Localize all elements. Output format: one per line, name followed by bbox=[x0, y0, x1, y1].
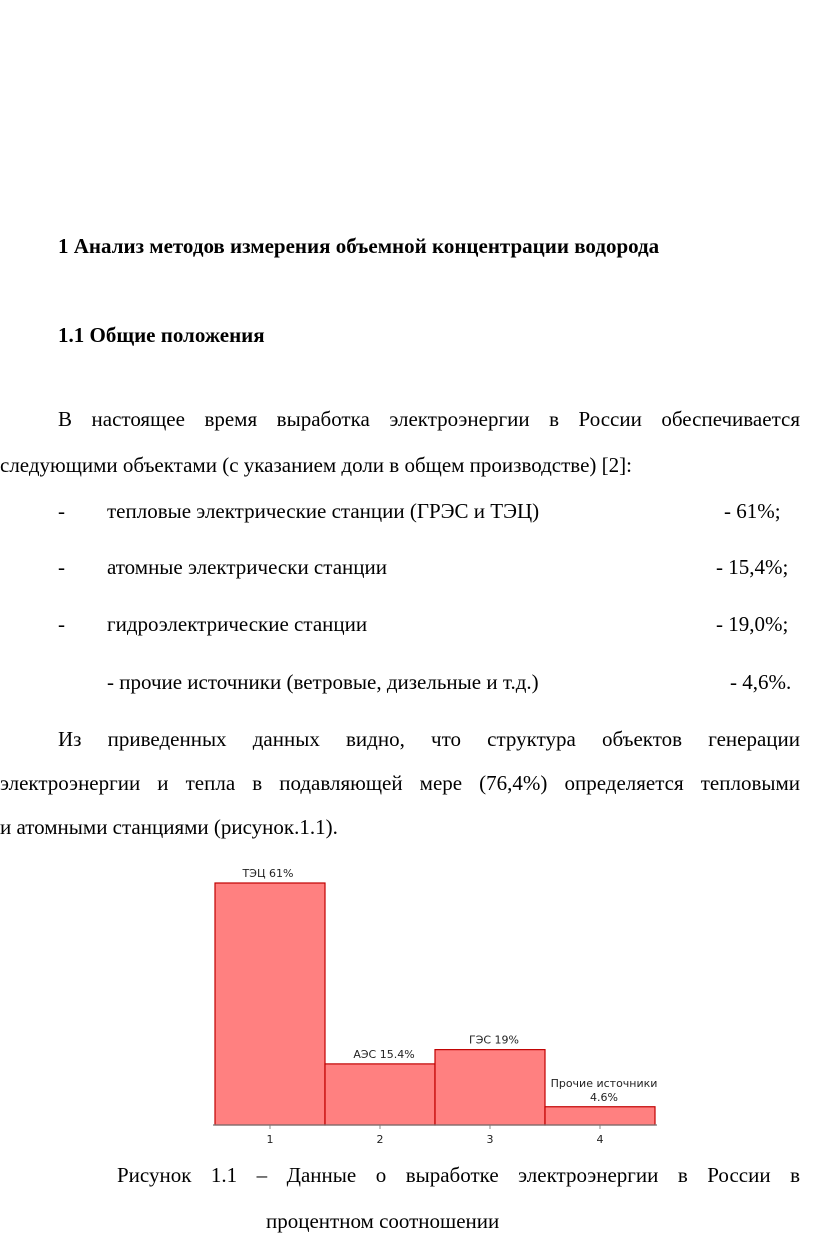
bar-label: Прочие источники bbox=[550, 1076, 658, 1090]
list-value: - 4,6%. bbox=[730, 670, 792, 694]
x-tick-label: 2 bbox=[376, 1133, 384, 1146]
figure-caption-line-1: Рисунок 1.1 – Данные о выработке электроэнергии в России в bbox=[117, 1163, 800, 1187]
list-dash: - bbox=[58, 555, 65, 579]
list-item-nuclear: атомные электрически станции bbox=[107, 555, 387, 579]
list-dash: - bbox=[58, 612, 65, 636]
list-item-thermal: тепловые электрические станции (ГРЭС и ТЭЦ) bbox=[107, 499, 540, 523]
intro-line-2: следующими объектами (с указанием доли в общем производстве) [2]: bbox=[0, 453, 632, 477]
bar-4 bbox=[545, 1107, 655, 1125]
section-heading: 1 Анализ методов измерения объемной концентрации водорода bbox=[58, 234, 660, 258]
list-dash: - bbox=[58, 499, 65, 523]
para2-line-3: и атомными станциями (рисунок.1.1). bbox=[0, 815, 338, 839]
list-value: - 19,0%; bbox=[716, 612, 789, 636]
figure-caption-line-2: процентном соотношении bbox=[266, 1209, 500, 1233]
bar-2 bbox=[325, 1064, 435, 1125]
para2-line-2: электроэнергии и тепла в подавляющей мере (76,4%) определяется тепловыми bbox=[0, 771, 800, 795]
bar-label: ТЭЦ 61% bbox=[242, 867, 294, 880]
list-value: - 15,4%; bbox=[716, 555, 789, 579]
list-item-hydro: гидроэлектрические станции bbox=[107, 612, 368, 636]
intro-line-1: В настоящее время выработка электроэнергии в России обеспечивается bbox=[58, 407, 800, 431]
para2-line-1: Из приведенных данных видно, что структура объектов генерации bbox=[58, 727, 800, 751]
subsection-heading: 1.1 Общие положения bbox=[58, 323, 265, 347]
list-value: - 61%; bbox=[724, 499, 781, 523]
bar-label: ГЭС 19% bbox=[468, 1033, 520, 1047]
bar-label: АЭС 15.4% bbox=[353, 1047, 415, 1061]
generation-bar-chart bbox=[190, 855, 690, 1155]
bar-1 bbox=[215, 883, 325, 1125]
x-tick-label: 4 bbox=[596, 1133, 604, 1146]
x-tick-label: 3 bbox=[486, 1133, 494, 1146]
bar-label: 4.6% bbox=[590, 1090, 618, 1104]
list-item-other: - прочие источники (ветровые, дизельные и т.д.) bbox=[107, 670, 539, 694]
bar-3 bbox=[435, 1050, 545, 1125]
x-tick-label: 1 bbox=[266, 1133, 274, 1146]
